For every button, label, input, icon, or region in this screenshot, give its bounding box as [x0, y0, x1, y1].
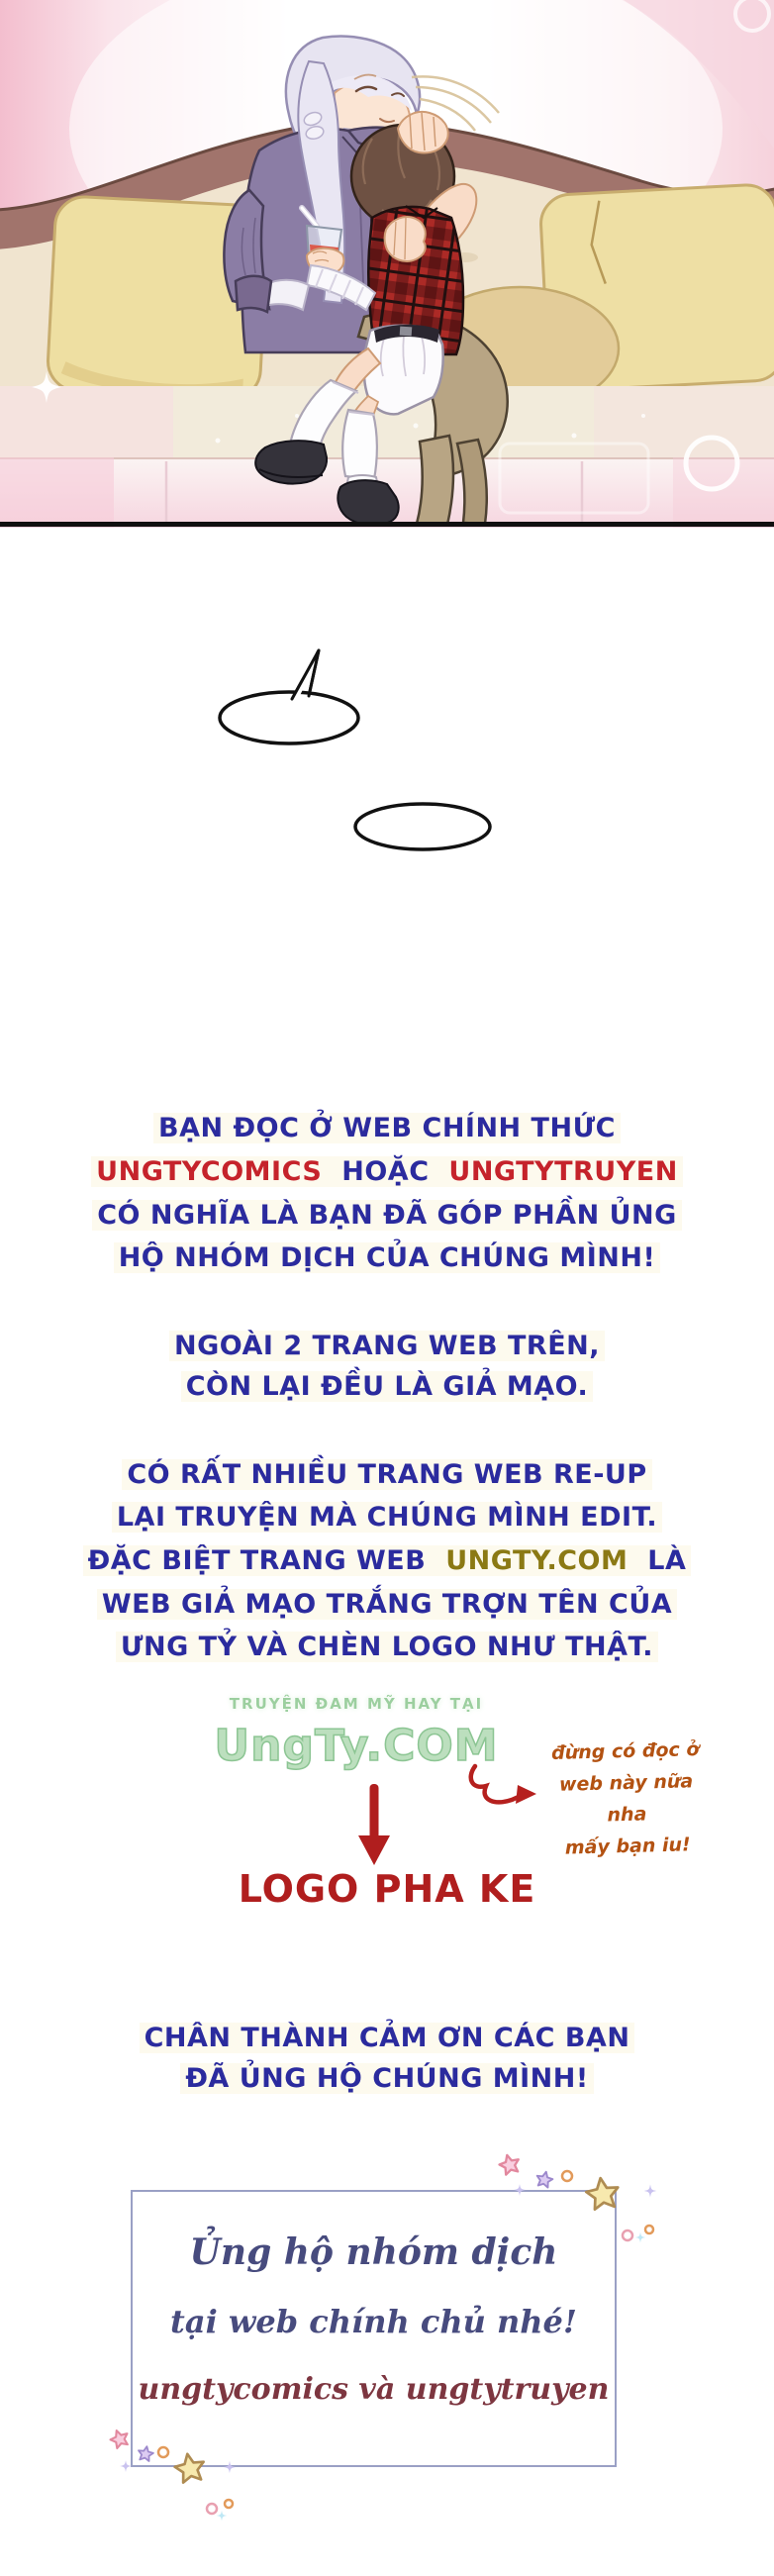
star-icon — [585, 2176, 621, 2211]
star-icon — [535, 2170, 554, 2188]
watermark-logo: UngTy.COM — [214, 1721, 499, 1771]
speech-bubble-2 — [355, 804, 490, 849]
star-decoration-top-right — [490, 2148, 668, 2252]
notice-text: LÀ — [632, 1545, 691, 1576]
notice-line — [0, 1459, 774, 1490]
sparkle-icon — [514, 2184, 526, 2196]
notice-text: HOẶC — [327, 1156, 443, 1187]
star-icon — [108, 2427, 131, 2449]
watermark-tagline: TRUYỆN ĐAM MỸ HAY TẠI — [229, 1695, 484, 1713]
notice-text: CÒN LẠI ĐỀU LÀ GIẢ MẠO. — [181, 1371, 594, 1402]
notice-text: NGOÀI 2 TRANG WEB TRÊN, — [169, 1331, 605, 1361]
notice-line — [0, 1156, 774, 1187]
thanks-line — [0, 2023, 774, 2053]
notice-line — [0, 1200, 774, 1231]
speech-bubbles — [148, 634, 544, 861]
handwritten-line: đừng có đọc ở — [550, 1738, 700, 1764]
notice-text: LẠI TRUYỆN MÀ CHÚNG MÌNH EDIT. — [112, 1502, 662, 1533]
thanks-text: ĐÃ ỦNG HỘ CHÚNG MÌNH! — [180, 2063, 593, 2094]
notice-text: CÓ RẤT NHIỀU TRANG WEB RE-UP — [122, 1459, 651, 1490]
support-box-line: Ủng hộ nhóm dịch — [189, 2231, 558, 2273]
sparkle-icon — [224, 2461, 237, 2474]
manga-panel-illustration — [0, 0, 774, 528]
notice-text: ĐẶC BIỆT TRANG WEB — [83, 1545, 441, 1576]
circle-icon — [562, 2171, 572, 2181]
circle-icon — [158, 2447, 168, 2457]
notice-line — [0, 1242, 774, 1273]
star-icon — [498, 2152, 522, 2175]
sparkle-icon — [643, 2184, 656, 2197]
notice-text: ƯNG TỶ VÀ CHÈN LOGO NHƯ THẬT. — [116, 1632, 658, 1662]
notice-line — [0, 1632, 774, 1662]
sparkle-icon — [635, 2232, 646, 2243]
notice-line — [0, 1371, 774, 1402]
sparkle-icon — [217, 2511, 228, 2522]
down-arrow-icon — [351, 1780, 397, 1871]
fake-logo-label: LOGO PHA KE — [238, 1867, 536, 1911]
thanks-text: CHÂN THÀNH CẢM ƠN CÁC BẠN — [140, 2023, 635, 2053]
star-icon — [173, 2451, 207, 2483]
star-icon — [137, 2445, 153, 2462]
sparkle-icon — [120, 2460, 132, 2472]
speech-bubble-1 — [220, 692, 358, 743]
circle-icon — [645, 2226, 653, 2233]
circle-icon — [207, 2504, 217, 2514]
handwritten-line: mấy bạn iu! — [564, 1833, 691, 1859]
notice-text: BẠN ĐỌC Ở WEB CHÍNH THỨC — [153, 1113, 621, 1143]
notice-line — [0, 1589, 774, 1620]
star-decoration-bottom-left — [94, 2421, 242, 2529]
notice-text: CÓ NGHĨA LÀ BẠN ĐÃ GÓP PHẦN ỦNG — [92, 1200, 682, 1231]
site-name-ungtytruyen: UNGTYTRUYEN — [443, 1156, 682, 1187]
handwritten-note — [540, 1734, 712, 1864]
fake-site-name: UNGTY.COM — [440, 1545, 632, 1576]
notice-text: WEB GIẢ MẠO TRẮNG TRỢN TÊN CỦA — [97, 1589, 677, 1620]
support-box-sites: ungtycomics và ungtytruyen — [138, 2372, 610, 2407]
circle-icon — [623, 2230, 632, 2240]
site-name-ungtycomics: UNGTYCOMICS — [91, 1156, 327, 1187]
notice-line — [0, 1331, 774, 1361]
notice-line — [0, 1502, 774, 1533]
thanks-line — [0, 2063, 774, 2094]
circle-icon — [225, 2500, 233, 2508]
notice-line — [0, 1545, 774, 1576]
notice-text: HỘ NHÓM DỊCH CỦA CHÚNG MÌNH! — [114, 1242, 661, 1273]
curved-arrow-icon — [463, 1760, 552, 1810]
handwritten-line: web này nữa nha — [558, 1770, 694, 1827]
panel-border — [0, 522, 774, 527]
notice-line — [0, 1113, 774, 1143]
support-box-line: tại web chính chủ nhé! — [170, 2303, 577, 2340]
